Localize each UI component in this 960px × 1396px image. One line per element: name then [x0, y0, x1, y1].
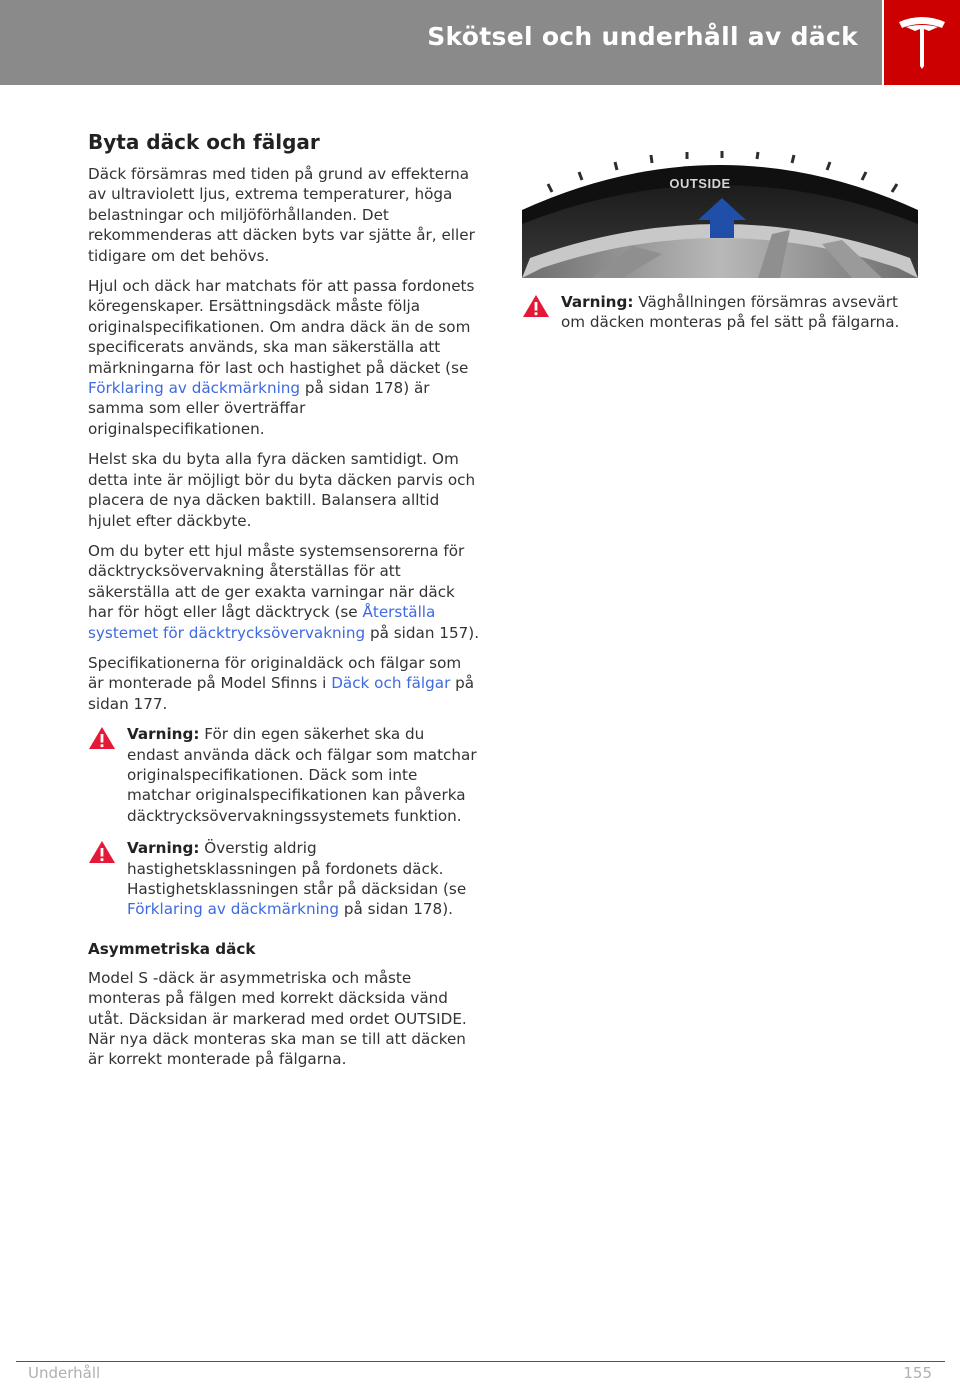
sidewall-outside-label: OUTSIDE — [669, 176, 731, 191]
text-span: på sidan 178) är samma som eller överträffar originalspecifikationen. — [88, 379, 430, 438]
warning-triangle-icon — [88, 726, 116, 750]
section-title: Byta däck och fälgar — [88, 130, 320, 154]
tire-outside-figure — [522, 150, 918, 278]
footer-page-number: 155 — [903, 1364, 932, 1382]
warning-speed-rating — [88, 838, 480, 920]
warning-label: Varning: — [561, 293, 634, 311]
warning-label: Varning: — [127, 839, 200, 858]
header-title: Skötsel och underhåll av däck — [427, 22, 858, 51]
warning-text: Överstig aldrig hastighetsklassningen på fordonets däck. Hastighetsklassningen står på däcksidan (se — [127, 839, 467, 898]
warning-text: på sidan 178). — [339, 900, 453, 919]
warning-label: Varning: — [127, 725, 200, 744]
paragraph-original-specs — [88, 653, 480, 714]
text-span: Specifikationerna för originaldäck och fälgar som är monterade på Model Sfinns i — [88, 653, 462, 693]
text-span: Hjul och däck har matchats för att passa fordonets köregenskaper. Ersättningsdäck måste följa originalspecifikationen. Om andra däck än de som specificerats används, ska man säkerställa att märkningarna för last och hastighet på däcket (se — [88, 277, 475, 377]
page-header — [0, 0, 882, 85]
warning-triangle-icon — [522, 294, 550, 318]
warning-triangle-icon — [88, 840, 116, 864]
warning-text: Väghållningen försämras avsevärt om däcken monteras på fel sätt på fälgarna. — [561, 293, 900, 332]
text-span: på sidan 157). — [365, 623, 480, 642]
paragraph-replace-all: Helst ska du byta alla fyra däcken samtidigt. Om detta inte är möjligt bör du byta däcken parvis och placera de nya däcken baktill. Balansera alltid hjulet efter däckbyte. — [88, 450, 476, 530]
warning-original-tires — [88, 724, 480, 826]
footer-divider — [16, 1361, 945, 1362]
right-column — [522, 150, 918, 345]
link-tire-marking[interactable]: Förklaring av däckmärkning — [88, 379, 301, 398]
paragraph-asymmetric: Model S -däck är asymmetriska och måste monteras på fälgen med korrekt däcksida vänd utåt. Däcksidan är markerad med ordet OUTSIDE. När nya däck monteras ska man se till att däcken är korrekt monterade på fälgarna. — [88, 968, 467, 1069]
brand-logo — [884, 0, 960, 85]
paragraph-replacement-age: Däck försämras med tiden på grund av effekterna av ultraviolett ljus, extrema temperaturer, höga belastningar och miljöförhållanden. Det rekommenderas att däcken byts var sjätte år, eller tidigare om det behövs. — [88, 165, 475, 265]
link-tire-marking-2[interactable]: Förklaring av däckmärkning — [127, 900, 340, 919]
footer-chapter: Underhåll — [28, 1364, 101, 1382]
paragraph-sensor-reset — [88, 541, 480, 643]
tesla-logo-icon — [897, 14, 947, 70]
paragraph-matching-specs — [88, 276, 480, 439]
link-tires-wheels[interactable]: Däck och fälgar — [331, 674, 451, 693]
warning-incorrect-mounting — [522, 292, 918, 333]
warning-text: För din egen säkerhet ska du endast använda däck och fälgar som matchar originalspecifikationen. Däck som inte matchar originalspecifikationen kan påverka däcktrycksövervakningssystemets funktion. — [127, 725, 477, 825]
left-column — [88, 130, 480, 1080]
text-span: Om du byter ett hjul måste systemsensorerna för däcktrycksövervakning återställas för att säkerställa att de ger exakta varningar när däck har för högt eller lågt däcktryck (se — [88, 541, 465, 622]
text-span: på sidan 177. — [88, 674, 475, 713]
link-tpms-reset[interactable]: Återställa systemet för däcktrycksövervakning — [88, 603, 436, 642]
subheading-asymmetric: Asymmetriska däck — [88, 939, 256, 958]
